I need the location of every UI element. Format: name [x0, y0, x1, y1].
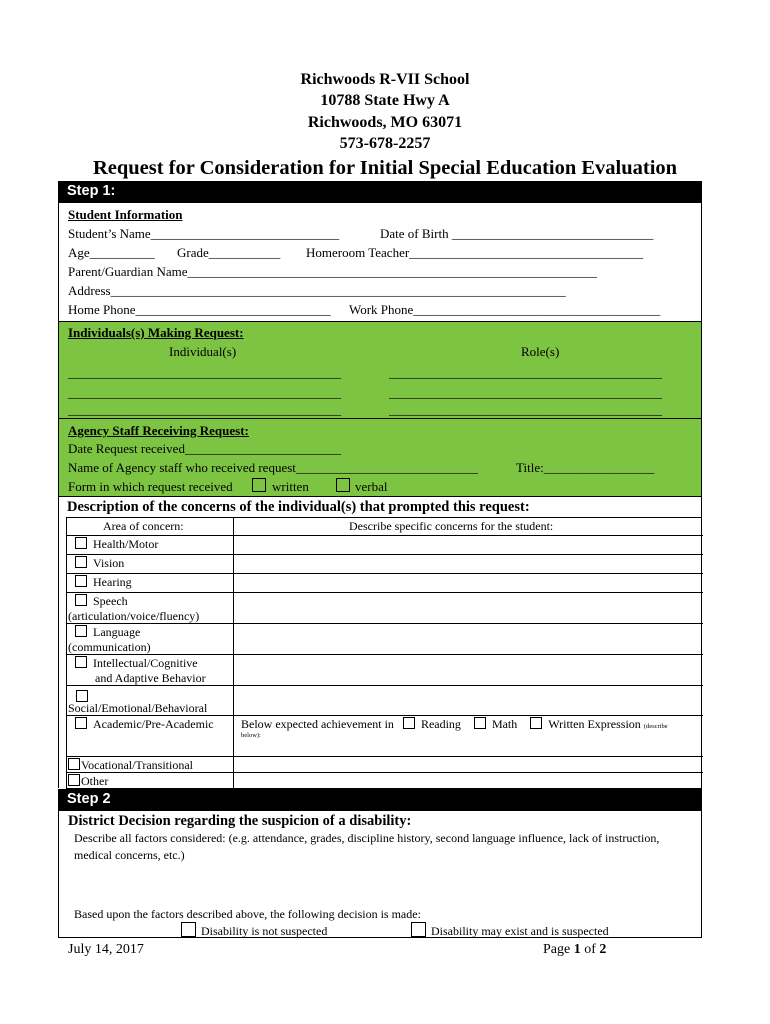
not-suspected-option[interactable]: Disability is not suspected: [181, 922, 327, 939]
verbal-label: verbal: [355, 479, 388, 494]
written-checkbox[interactable]: [252, 478, 266, 492]
area-vision[interactable]: Vision: [75, 556, 124, 571]
grade-field[interactable]: Grade___________: [177, 245, 281, 260]
area-social: Social/Emotional/Behavioral: [68, 701, 208, 715]
individual-line[interactable]: __________________________________________: [68, 385, 341, 400]
math-label: Math: [491, 717, 518, 731]
checkbox-icon: [75, 656, 87, 668]
work-phone-field[interactable]: Work Phone______________________________________: [349, 302, 661, 317]
homeroom-field[interactable]: Homeroom Teacher____________________________________: [306, 245, 644, 260]
page-number: Page 1 of 2: [543, 942, 607, 957]
checkbox-icon: [75, 625, 87, 637]
agency-section: [58, 418, 702, 497]
agency-heading: Agency Staff Receiving Request:: [68, 423, 249, 438]
school-street: 10788 State Hwy A: [320, 92, 450, 109]
checkbox-icon: [68, 758, 80, 770]
individual-line[interactable]: __________________________________________: [68, 402, 341, 417]
written-label: written: [272, 479, 309, 494]
checkbox-icon: [181, 922, 196, 937]
area-academic[interactable]: Academic/Pre-Academic: [75, 717, 214, 732]
area-intellectual-detail: and Adaptive Behavior: [95, 671, 206, 685]
reading-checkbox[interactable]: [403, 717, 415, 729]
role-column-header: Role(s): [521, 344, 560, 359]
school-phone: 573-678-2257: [339, 135, 431, 152]
home-phone-field[interactable]: Home Phone______________________________: [68, 302, 331, 317]
school-city: Richwoods, MO 63071: [307, 114, 463, 131]
area-intellectual[interactable]: Intellectual/Cognitive: [75, 656, 198, 671]
role-line[interactable]: __________________________________________: [389, 402, 662, 417]
concerns-heading: Description of the concerns of the individual(s) that prompted this request:: [67, 499, 530, 515]
form-received-label: Form in which request received: [68, 479, 233, 494]
dob-field[interactable]: Date of Birth _______________________________: [380, 226, 654, 241]
address-field[interactable]: Address______________________________________________________________________: [68, 283, 566, 298]
individuals-section: [58, 321, 702, 419]
agency-title-field[interactable]: Title:_________________: [516, 460, 655, 475]
factors-description: Describe all factors considered: (e.g. attendance, grades, discipline history, second language influence, lack of instruction,: [74, 831, 660, 845]
role-line[interactable]: __________________________________________: [389, 365, 662, 380]
area-column-header: Area of concern:: [103, 519, 184, 533]
factors-description-2: medical concerns, etc.): [74, 848, 185, 862]
step2-section: [58, 810, 702, 938]
academic-description: Below expected achievement in Reading Math Written Expression (describe: [241, 717, 668, 731]
checkbox-icon: [75, 594, 87, 606]
individuals-heading: Individuals(s) Making Request:: [68, 325, 244, 340]
student-info-heading: Student Information: [68, 207, 183, 222]
describe-note-2: below):: [241, 732, 261, 739]
checkbox-icon: [75, 537, 87, 549]
suspected-option[interactable]: Disability may exist and is suspected: [411, 922, 609, 939]
age-field[interactable]: Age__________: [68, 245, 155, 260]
agency-staff-field[interactable]: Name of Agency staff who received request____________________________: [68, 460, 478, 475]
form-title: Request for Consideration for Initial Special Education Evaluation: [92, 157, 678, 179]
footer-date: July 14, 2017: [68, 942, 144, 957]
decision-label: Based upon the factors described above, the following decision is made:: [74, 907, 421, 921]
checkbox-icon: [75, 556, 87, 568]
checkbox-icon: [75, 717, 87, 729]
student-info-section: [58, 202, 702, 322]
area-hearing[interactable]: Hearing: [75, 575, 132, 590]
step2-heading: District Decision regarding the suspicion of a disability:: [68, 813, 412, 829]
area-other[interactable]: Other: [68, 774, 108, 789]
individual-column-header: Individual(s): [169, 344, 237, 359]
describe-column-header: Describe specific concerns for the student:: [349, 519, 554, 533]
area-speech-detail: (articulation/voice/fluency): [68, 609, 200, 623]
school-name: Richwoods R-VII School: [300, 71, 470, 88]
individual-line[interactable]: __________________________________________: [68, 365, 341, 380]
role-line[interactable]: __________________________________________: [389, 385, 662, 400]
concerns-table: [66, 517, 702, 789]
area-language-detail: (communication): [68, 640, 151, 654]
parent-field[interactable]: Parent/Guardian Name_______________________________________________________________: [68, 264, 597, 279]
written-expression-label: Written Expression: [548, 717, 641, 731]
area-language[interactable]: Language: [75, 625, 140, 640]
date-received-field[interactable]: Date Request received________________________: [68, 441, 341, 456]
checkbox-icon: [68, 774, 80, 786]
written-expression-checkbox[interactable]: [530, 717, 542, 729]
area-health-motor[interactable]: Health/Motor: [75, 537, 158, 552]
math-checkbox[interactable]: [474, 717, 486, 729]
describe-note: (describe: [643, 723, 668, 730]
area-vocational[interactable]: Vocational/Transitional: [68, 758, 193, 773]
student-name-field[interactable]: Student’s Name_____________________________: [68, 226, 340, 241]
area-speech[interactable]: Speech: [75, 594, 128, 609]
reading-label: Reading: [420, 717, 461, 731]
checkbox-icon: [411, 922, 426, 937]
step2-bar: Step 2: [58, 789, 702, 810]
step1-bar: Step 1:: [58, 181, 702, 202]
verbal-checkbox[interactable]: [336, 478, 350, 492]
checkbox-icon: [75, 575, 87, 587]
